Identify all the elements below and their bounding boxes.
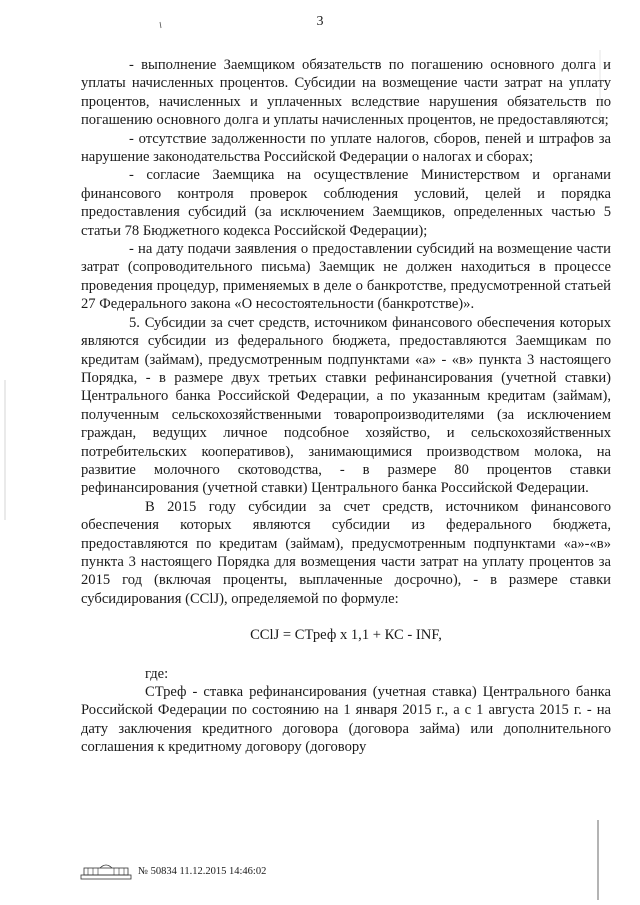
- paragraph-item-5: 5. Субсидии за счет средств, источником финансового обеспечения которых являются субсидии из федерального бюджета, предоставляются Заемщикам по кредитам (займам), предусмотренным подпунктами «а» - «в» пункта 3 настоящего Порядка, - в размере двух третьих ставки рефинансирования (учетной ставки) Центрального банка Российской Федерации, а по указанным кредитам (займам), полученным сельскохозяйственными товаропроизводителями (за исключением граждан, ведущих личное подсобное хозяйство, и сельскохозяйственных потребительских кооперативов), занимающимися производством молока, на развитие молочного скотоводства, - в размере 80 процентов ставки рефинансирования (учетной ставки) Центрального банка Российской Федерации.: [81, 314, 611, 497]
- footer-stamp: [80, 862, 266, 880]
- building-logo-icon: [80, 862, 132, 880]
- document-body: [81, 56, 611, 757]
- page-number: 3: [316, 14, 324, 29]
- registration-stamp-text: № 50834 11.12.2015 14:46:02: [138, 865, 267, 877]
- paragraph-obligations: - выполнение Заемщиком обязательств по погашению основного долга и уплаты начисленных процентов. Субсидии на возмещение части затрат на уплату процентов, начисленных и уплаченных вследствие нарушения обязательств по погашению основного долга и уплаты начисленных процентов, не предоставляются;: [81, 57, 611, 129]
- paragraph-definition: СТреф - ставка рефинансирования (учетная ставка) Центрального банка Российской Федерации по состоянию на 1 января 2015 г., а с 1 августа 2015 г. - на дату заключения кредитного договора (договора займа) или дополнительного соглашения к кредитному договору (договору: [81, 684, 611, 756]
- where-label: где:: [145, 665, 169, 682]
- paragraph-no-debt: - отсутствие задолженности по уплате налогов, сборов, пеней и штрафов за нарушение законодательства Российской Федерации о налогах и сборах;: [81, 130, 611, 166]
- paragraph-2015: В 2015 году субсидии за счет средств, источником финансового обеспечения которых являются субсидии из федерального бюджета, предоставляются по кредитам (займам), предусмотренным подпунктами «а»-«в» пункта 3 настоящего Порядка для возмещения части затрат на уплату процентов за 2015 год (включая проценты, выплаченные досрочно), - в размере ставки субсидирования (ССlJ), определяемой по формуле:: [81, 498, 611, 607]
- paragraph-bankruptcy: - на дату подачи заявления о предоставлении субсидий на возмещение части затрат (сопроводительного письма) Заемщик не должен находиться в процессе проведения процедур, применяемых в деле о банкротстве, предусмотренной статьей 27 Федерального закона «О несостоятельности (банкротстве)».: [81, 241, 611, 313]
- formula: ССlJ = СТреф х 1,1 + КС - INF,: [250, 627, 442, 644]
- paragraph-consent: - согласие Заемщика на осуществление Министерством и органами финансового контроля проверок соблюдения условий, целей и порядка предоставления субсидий (за исключением Заемщиков, определенных частью 5 статьи 78 Бюджетного кодекса Российской Федерации);: [81, 167, 611, 239]
